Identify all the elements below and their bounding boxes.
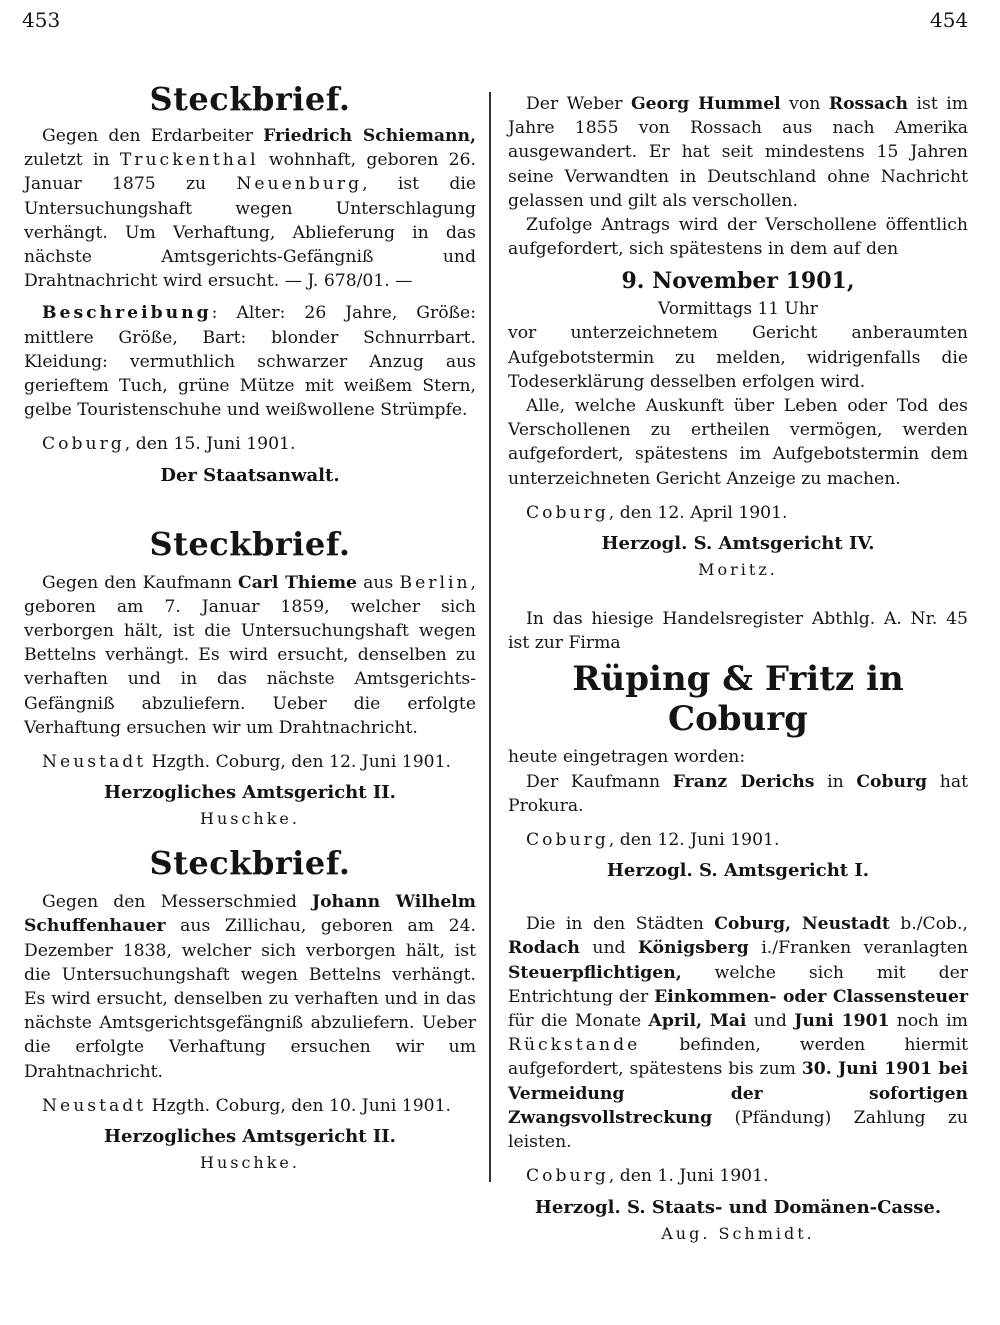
person-name: Franz Derichs <box>672 771 815 792</box>
notice-body: Zufolge Antrags wird der Verschollene öffentlich aufgefordert, sich spätestens in dem auf den <box>508 215 968 260</box>
notice-title: Steckbrief. <box>149 80 351 118</box>
notice-title: Steckbrief. <box>149 844 351 883</box>
notice-steckbrief-thieme <box>24 525 476 831</box>
notice-title: Steckbrief. <box>149 524 351 563</box>
notice-body: Gegen den Messerschmied Johann Wilhelm Schuffenhauer aus Zillichau, geboren am 24. Dezember 1838, welcher sich verborgen hält, ist die Untersuchungshaft wegen Bettelns verhängt. Es wird ersucht, denselben zu verhaften und in das nächste Amtsgerichtsgefängniß abzuliefern. Ueber die erfolgte Verhaftung ersuchen wir um Drahtnachricht. <box>24 892 476 1082</box>
notice-handelsregister <box>508 607 968 884</box>
notice-date: Coburg, den 1. Juni 1901. <box>526 1166 769 1187</box>
signatory-name: Huschke. <box>200 1153 300 1173</box>
column-divider <box>489 92 491 1182</box>
notice-date: Coburg, den 15. Juni 1901. <box>42 434 296 455</box>
place-name: Truckenthal <box>119 150 259 171</box>
signatory-name: Aug. Schmidt. <box>661 1223 815 1243</box>
left-column <box>24 80 476 1174</box>
signatory-name: Moritz. <box>698 560 778 580</box>
court-office: Herzogliches Amtsgericht II. <box>104 1126 396 1148</box>
court-office: Herzogl. S. Amtsgericht IV. <box>601 533 875 555</box>
firm-name: Rüping & Fritz in Coburg <box>572 659 904 740</box>
notice-date: Neustadt Hzgth. Coburg, den 10. Juni 1901. <box>42 1095 451 1116</box>
notice-body: Der Kaufmann Franz Derichs in Coburg hat Prokura. <box>508 771 968 816</box>
notice-body: Der Weber Georg Hummel von Rossach ist im Jahre 1855 von Rossach aus nach Amerika ausgewandert. Er hat seit mindestens 15 Jahren seine Verwandten in Deutschland ohne Nachricht gelassen und gilt als verschollen. <box>508 94 969 211</box>
deadline-date: 9. November 1901, <box>621 268 855 295</box>
person-name: Johann Wilhelm Schuffenhauer <box>24 892 476 937</box>
notice-steckbrief-schiemann <box>24 80 476 489</box>
place-name: Rossach <box>828 94 909 114</box>
notice-body: vor unterzeichnetem Gericht anberaumten Aufgebotstermin zu melden, widrigenfalls die Todeserklärung desselben erfolgen wird. <box>508 323 968 392</box>
place-name: Coburg <box>856 771 928 792</box>
place-name: Neuenburg <box>236 174 363 195</box>
notice-aufgebot-hummel <box>508 92 968 581</box>
notice-body: Gegen den Erdarbeiter Friedrich Schiemann, zuletzt in Truckenthal wohnhaft, geboren 26. Januar 1875 zu Neuenburg, ist die Untersuchungshaft wegen Unterschlagung verhängt. Um Verhaftung, Ablieferung in das nächste Amtsgerichts-Gefängniß und Drahtnachricht wird ersucht. — J. 678/01. — <box>24 126 477 292</box>
person-name: Georg Hummel <box>630 94 781 114</box>
notice-body: Die in den Städten Coburg, Neustadt b./Cob., Rodach und Königsberg i./Franken veranlagten Steuerpflichtigen, welche sich mit der Entrichtung der Einkommen- oder Classensteuer für die Monate April, Mai und Juni 1901 noch im Rückstande befinden, werden hiermit aufgefordert, spätestens bis zum 30. Juni 1901 bei Vermeidung der sofortigen Zwangsvollstreckung (Pfändung) Zahlung zu leisten. <box>508 914 968 1153</box>
place-name: Berlin <box>399 572 471 593</box>
person-name: Friedrich Schiemann, <box>263 126 476 146</box>
notice-description: Beschreibung: Alter: 26 Jahre, Größe: mittlere Größe, Bart: blonder Schnurrbart. Kleidung: vermuthlich schwarzer Anzug aus gerieftem Tuch, grüne Mütze mit weißem Stern, gelbe Touristenschuhe und weißwollene Strümpfe. <box>24 303 476 421</box>
deadline-time: Vormittags 11 Uhr <box>658 299 818 320</box>
page-number-right: 454 <box>930 8 969 32</box>
person-name: Carl Thieme <box>238 572 357 593</box>
notice-date: Coburg, den 12. April 1901. <box>526 502 788 523</box>
notice-body: Alle, welche Auskunft über Leben oder Tod des Verschollenen zu ertheilen vermögen, werden aufgefordert, spätestens im Aufgebotstermin dem unterzeichneten Gericht Anzeige zu machen. <box>508 396 968 489</box>
office-name: Herzogl. S. Staats- und Domänen-Casse. <box>534 1196 942 1218</box>
description-label: Beschreibung <box>42 303 212 324</box>
notice-date: Neustadt Hzgth. Coburg, den 12. Juni 1901. <box>42 752 451 773</box>
notice-steckbrief-schuffenhauer <box>24 844 476 1174</box>
right-column <box>508 92 968 1245</box>
page-number-left: 453 <box>22 8 61 32</box>
court-office: Herzogliches Amtsgericht II. <box>104 782 396 804</box>
notice-steuer <box>508 912 968 1244</box>
court-office: Herzogl. S. Amtsgericht I. <box>606 860 870 882</box>
notice-date: Coburg, den 12. Juni 1901. <box>526 830 780 851</box>
signatory-name: Huschke. <box>200 809 300 829</box>
notice-signature: Der Staatsanwalt. <box>160 464 340 486</box>
notice-body: heute eingetragen worden: <box>508 747 746 768</box>
notice-body: In das hiesige Handelsregister Abthlg. A. Nr. 45 ist zur Firma <box>508 609 968 654</box>
notice-body: Gegen den Kaufmann Carl Thieme aus Berlin, geboren am 7. Januar 1859, welcher sich verborgen hält, ist die Untersuchungshaft wegen Bettelns verhängt. Es wird ersucht, denselben zu verhaften und in das nächste Amtsgerichts-Gefängniß abzuliefern. Ueber die erfolgte Verhaftung ersuchen wir um Drahtnachricht. <box>24 572 476 738</box>
